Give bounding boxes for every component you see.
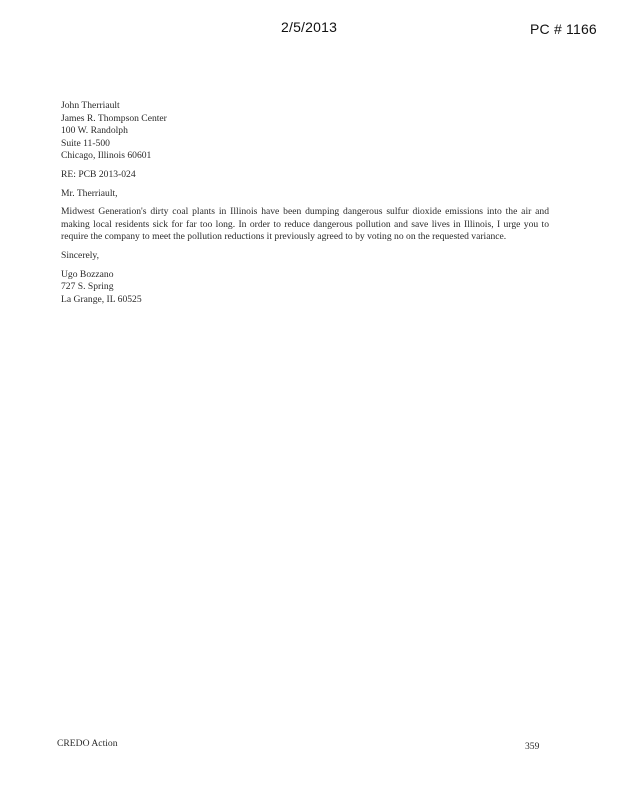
- sender-line: La Grange, IL 60525: [61, 293, 142, 305]
- recipient-line: John Therriault: [61, 100, 120, 111]
- recipient-line: 100 W. Randolph: [61, 125, 128, 137]
- closing: Sincerely,: [61, 249, 100, 261]
- sender-line: 727 S. Spring: [61, 281, 114, 293]
- footer-organization: CREDO Action: [57, 738, 118, 749]
- re-line: RE: PCB 2013-024: [61, 168, 136, 180]
- public-comment-number: PC # 1166: [530, 21, 597, 37]
- sender-line: Ugo Bozzano: [61, 268, 114, 280]
- page-number: 359: [525, 741, 540, 752]
- letter-paragraph: Midwest Generation's dirty coal plants in Illinois have been dumping dangerous sulfur dioxide emissions into the air and making local residents sick for far too long. In order to reduce dangerous pollution and save lives in Illinois, I urge you to require the company to meet the pollution reductions it previously agreed to by voting no on the requested variance.: [61, 206, 549, 243]
- letter-body: [61, 100, 549, 306]
- filing-date-stamp: 2/5/2013: [281, 19, 338, 35]
- recipient-address: [61, 100, 549, 163]
- recipient-line: Chicago, Illinois 60601: [61, 150, 152, 162]
- sender-address: [61, 269, 549, 307]
- salutation: Mr. Therriault,: [61, 187, 118, 199]
- recipient-line: Suite 11-500: [61, 137, 110, 149]
- recipient-line: James R. Thompson Center: [61, 112, 167, 124]
